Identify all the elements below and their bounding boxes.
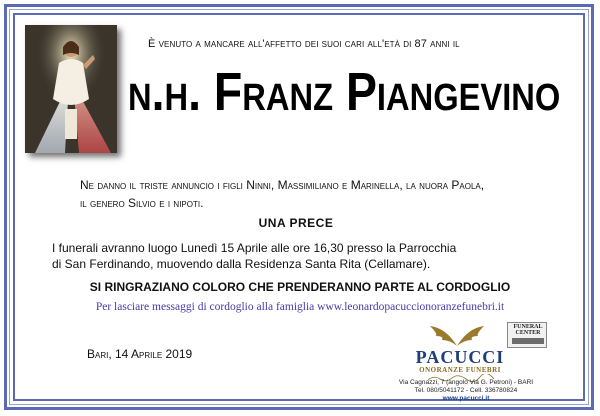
website-link[interactable]: www.pacucci.it bbox=[442, 395, 490, 402]
funeral-line-2: di San Ferdinando, muovendo dalla Residenza Santa Rita (Cellamare). bbox=[52, 257, 431, 271]
logo-subtitle: ONORANZE FUNEBRI bbox=[419, 366, 501, 374]
funeral-line-1: I funerali avranno luogo Lunedì 15 Aprile alle ore 16,30 presso la Parrocchia bbox=[52, 241, 457, 255]
address-line-2: Tel. 080/5041172 - Cell. 336780824 bbox=[414, 387, 518, 394]
divine-mercy-icon bbox=[25, 25, 117, 153]
announcement-line-2: il genero Silvio e i nipoti. bbox=[80, 196, 204, 210]
logo-name: PACUCCI bbox=[415, 347, 505, 367]
intro-text: È venuto a mancare all'affetto dei suoi cari all'età di 87 anni il bbox=[148, 38, 460, 50]
prece-heading bbox=[0, 216, 600, 230]
address-line-1: Via Cagnazzi, 7 (angolo Via G. Petroni) - BARI bbox=[398, 379, 534, 386]
funeral-details bbox=[52, 240, 572, 272]
announcement bbox=[80, 176, 550, 212]
religious-portrait-image bbox=[25, 25, 117, 153]
badge-bar bbox=[512, 338, 544, 344]
prece-text: UNA PRECE bbox=[258, 216, 334, 230]
deceased-name: n.h. Franz Piangevino bbox=[128, 62, 561, 122]
funeral-home-logo bbox=[376, 322, 576, 406]
condolence-message-link[interactable]: Per lasciare messaggi di cordoglio alla famiglia www.leonardopacuccionoranzefunebri.it bbox=[95, 301, 505, 313]
announcement-line-1: Ne danno il triste annuncio i figli Ninni, Massimiliano e Marinella, la nuora Paola, bbox=[80, 178, 485, 192]
date-text: Bari, 14 Aprile 2019 bbox=[87, 347, 193, 361]
address bbox=[376, 379, 556, 395]
thanks-text: SI RINGRAZIANO COLORO CHE PRENDERANNO PARTE AL CORDOGLIO bbox=[89, 280, 511, 294]
badge-text: FUNERAL CENTER bbox=[513, 324, 543, 336]
funeral-center-badge bbox=[507, 322, 547, 348]
wings-icon bbox=[428, 324, 486, 348]
